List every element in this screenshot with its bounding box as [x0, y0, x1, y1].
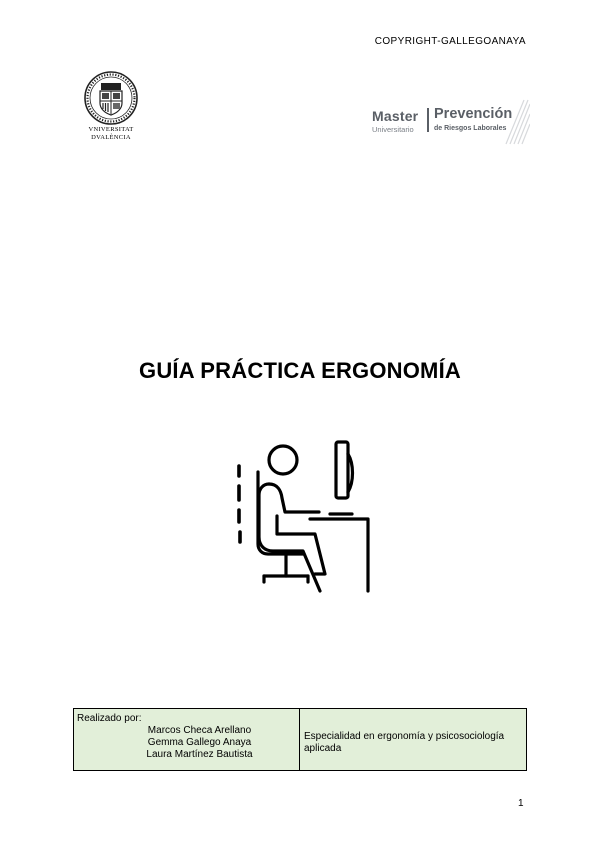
- page-title: GUÍA PRÁCTICA ERGONOMÍA: [139, 358, 461, 383]
- logo-divider: [427, 108, 429, 132]
- master-word: Master: [372, 108, 419, 124]
- page-number: 1: [518, 798, 524, 809]
- university-seal-icon: [82, 70, 140, 126]
- credits-label: Realizado por:: [77, 713, 142, 724]
- copyright-notice: COPYRIGHT-GALLEGOANAYA: [374, 36, 526, 47]
- authors-cell: [74, 709, 300, 771]
- logo-stripes-icon: [502, 96, 530, 146]
- university-logo: [80, 70, 142, 146]
- master-sub: Universitario: [372, 125, 414, 134]
- prevencion-word: Prevención: [434, 106, 513, 122]
- university-name: VNIVERSITAT DVALÈNCIA: [88, 126, 134, 141]
- ergonomic-workstation-icon: [232, 436, 374, 594]
- prevencion-sub: de Riesgos Laborales: [434, 125, 507, 132]
- master-prevencion-logo: [372, 96, 528, 146]
- specialty-cell: Especialidad en ergonomía y psicosociología aplicada: [300, 709, 527, 771]
- author-name: Gemma Gallego Anaya: [147, 737, 252, 748]
- author-name: Marcos Checa Arellano: [147, 725, 252, 736]
- author-name: Laura Martínez Bautista: [146, 749, 253, 760]
- credits-table: [73, 708, 527, 771]
